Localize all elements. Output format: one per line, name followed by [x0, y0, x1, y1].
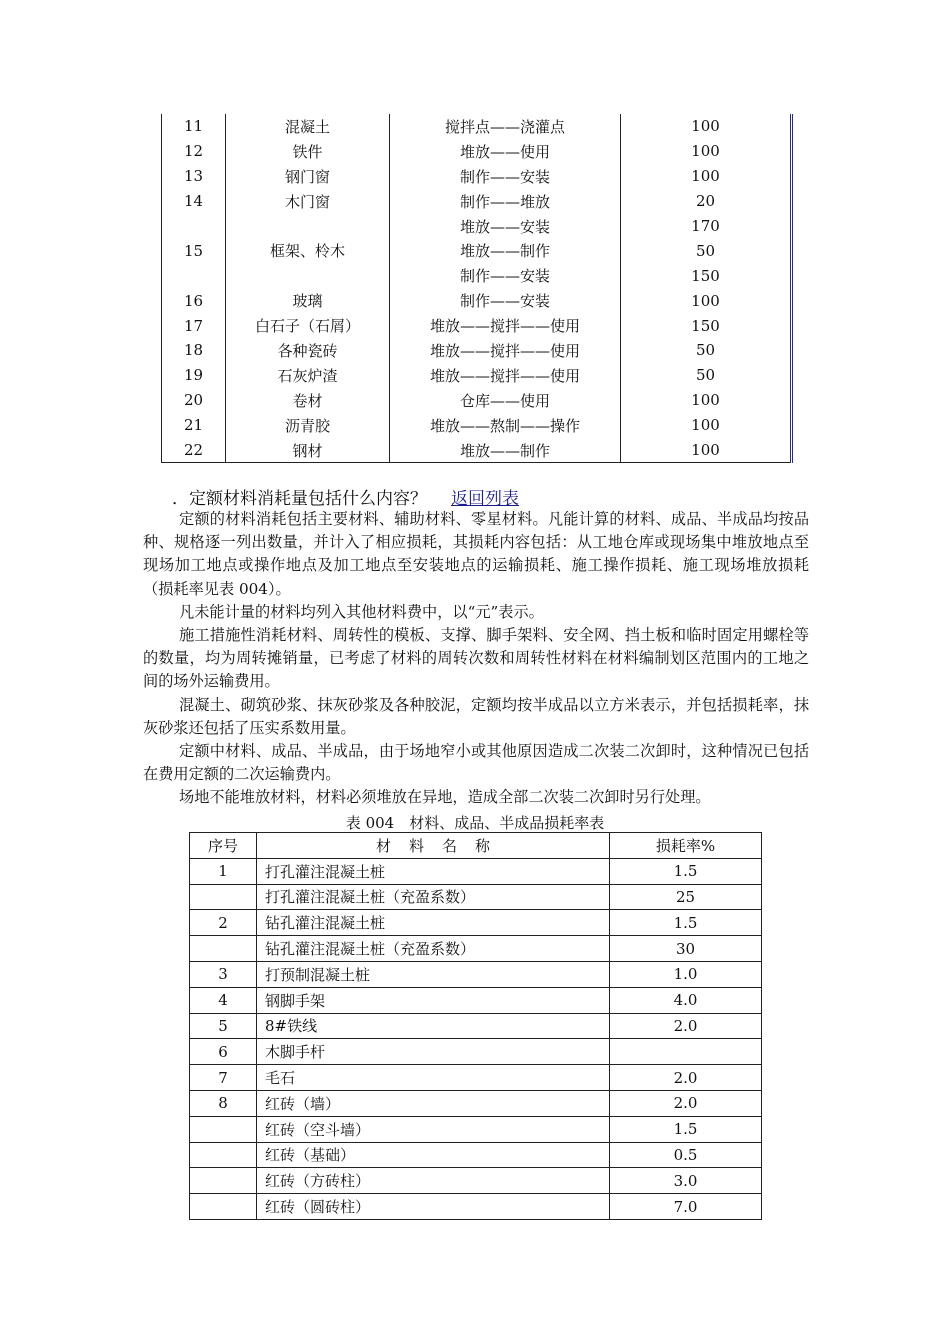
loss-rate: 2.0 — [610, 1090, 762, 1116]
transport-route: 堆放——制作 — [390, 238, 621, 263]
row-number — [190, 1168, 257, 1194]
material-name: 卷材 — [226, 388, 390, 413]
table-row — [190, 1065, 762, 1091]
table-row — [162, 288, 792, 313]
material-name: 钢材 — [226, 438, 390, 463]
table-row — [162, 189, 792, 214]
transport-distance: 100 — [621, 388, 792, 413]
material-name: 打预制混凝土桩 — [257, 961, 610, 987]
row-number: 20 — [162, 388, 226, 413]
question-text: ．定额材料消耗量包括什么内容？ — [172, 489, 427, 509]
row-number: 8 — [190, 1090, 257, 1116]
transport-route: 制作——安装 — [390, 164, 621, 189]
loss-rate: 2.0 — [610, 1013, 762, 1039]
table-row — [190, 1090, 762, 1116]
loss-rate: 1.5 — [610, 1116, 762, 1142]
article-body — [143, 508, 809, 810]
table-row — [190, 1194, 762, 1220]
transport-distance: 50 — [621, 238, 792, 263]
paragraph: 凡未能计量的材料均列入其他材料费中，以“元”表示。 — [179, 602, 544, 621]
table-row — [190, 1039, 762, 1065]
transport-distance: 50 — [621, 363, 792, 388]
transport-route: 搅拌点——浇灌点 — [390, 114, 621, 139]
material-name — [226, 214, 390, 239]
row-number: 11 — [162, 114, 226, 139]
table-row — [162, 338, 792, 363]
loss-rate: 3.0 — [610, 1168, 762, 1194]
transport-route: 制作——安装 — [390, 288, 621, 313]
material-name: 红砖（基础） — [257, 1142, 610, 1168]
row-number: 2 — [190, 910, 257, 936]
row-number — [190, 936, 257, 962]
material-name: 红砖（圆砖柱） — [257, 1194, 610, 1220]
transport-route: 堆放——熬制——操作 — [390, 413, 621, 438]
table-row — [162, 363, 792, 388]
transport-distance: 100 — [621, 438, 792, 463]
back-to-list-link[interactable]: 返回列表 — [451, 489, 519, 509]
transport-distance: 100 — [621, 288, 792, 313]
material-name: 钢门窗 — [226, 164, 390, 189]
transport-distance: 150 — [621, 263, 792, 288]
table-row — [162, 238, 792, 263]
transport-route: 仓库——使用 — [390, 388, 621, 413]
material-name: 铁件 — [226, 139, 390, 164]
table-row — [162, 139, 792, 164]
loss-rate-table — [189, 832, 762, 1220]
transport-distance: 20 — [621, 189, 792, 214]
loss-rate: 1.5 — [610, 858, 762, 884]
material-name: 石灰炉渣 — [226, 363, 390, 388]
row-number: 15 — [162, 238, 226, 263]
row-number — [190, 1194, 257, 1220]
material-name: 红砖（墙） — [257, 1090, 610, 1116]
material-name: 钢脚手架 — [257, 987, 610, 1013]
material-name: 玻璃 — [226, 288, 390, 313]
material-name: 红砖（方砖柱） — [257, 1168, 610, 1194]
transport-route: 堆放——搅拌——使用 — [390, 338, 621, 363]
row-number: 4 — [190, 987, 257, 1013]
row-number: 12 — [162, 139, 226, 164]
row-number: 3 — [190, 961, 257, 987]
row-number: 16 — [162, 288, 226, 313]
material-name: 8#铁线 — [257, 1013, 610, 1039]
material-name: 木脚手杆 — [257, 1039, 610, 1065]
material-name: 各种瓷砖 — [226, 338, 390, 363]
material-name: 钻孔灌注混凝土桩（充盈系数） — [257, 936, 610, 962]
loss-rate: 25 — [610, 884, 762, 910]
material-name: 打孔灌注混凝土桩（充盈系数） — [257, 884, 610, 910]
table-row — [162, 214, 792, 239]
row-number: 17 — [162, 313, 226, 338]
transport-route: 堆放——搅拌——使用 — [390, 363, 621, 388]
material-name: 木门窗 — [226, 189, 390, 214]
row-number — [162, 263, 226, 288]
table-row — [190, 858, 762, 884]
table-row — [190, 1142, 762, 1168]
row-number — [190, 884, 257, 910]
loss-rate: 0.5 — [610, 1142, 762, 1168]
table-row — [162, 438, 792, 463]
header-loss-rate: 损耗率% — [610, 833, 762, 859]
row-number: 22 — [162, 438, 226, 463]
row-number: 14 — [162, 189, 226, 214]
row-number: 13 — [162, 164, 226, 189]
paragraph: 定额的材料消耗包括主要材料、辅助材料、零星材料。凡能计算的材料、成品、半成品均按品种、规格逐一列出数量，并计入了相应损耗，其损耗内容包括：从工地仓库或现场集中堆放地点至现场加工地点或操作地点及加工地点至安装地点的运输损耗、施工操作损耗、施工现场堆放损耗（损耗率见表 004）。 — [143, 510, 809, 598]
row-number — [190, 1116, 257, 1142]
material-name: 沥青胶 — [226, 413, 390, 438]
material-name: 混凝土 — [226, 114, 390, 139]
material-name: 毛石 — [257, 1065, 610, 1091]
paragraph: 场地不能堆放材料，材料必须堆放在异地，造成全部二次装二次卸时另行处理。 — [179, 788, 711, 807]
table-row — [190, 987, 762, 1013]
table-row — [190, 936, 762, 962]
table-row — [190, 961, 762, 987]
transport-route: 制作——安装 — [390, 263, 621, 288]
transport-distance: 100 — [621, 164, 792, 189]
table-row — [190, 1168, 762, 1194]
table-header-row — [190, 833, 762, 859]
row-number — [190, 1142, 257, 1168]
loss-rate: 1.0 — [610, 961, 762, 987]
transport-distance: 100 — [621, 114, 792, 139]
table-row — [162, 164, 792, 189]
table-row — [162, 388, 792, 413]
transport-route: 制作——堆放 — [390, 189, 621, 214]
transport-distance: 100 — [621, 413, 792, 438]
material-name: 框架、柃木 — [226, 238, 390, 263]
table-row — [162, 263, 792, 288]
transport-distance: 100 — [621, 139, 792, 164]
header-material-name: 材料名称 — [257, 833, 610, 859]
loss-rate: 30 — [610, 936, 762, 962]
table-row — [190, 884, 762, 910]
loss-rate: 4.0 — [610, 987, 762, 1013]
row-number — [162, 214, 226, 239]
paragraph: 混凝土、砌筑砂浆、抹灰砂浆及各种胶泥，定额均按半成品以立方米表示，并包括损耗率，抹灰砂浆还包括了压实系数用量。 — [143, 695, 809, 737]
loss-rate: 7.0 — [610, 1194, 762, 1220]
row-number: 6 — [190, 1039, 257, 1065]
transport-distance: 170 — [621, 214, 792, 239]
row-number: 19 — [162, 363, 226, 388]
table-row — [162, 413, 792, 438]
transport-distance: 50 — [621, 338, 792, 363]
transport-distance-table — [161, 114, 793, 463]
table-row — [190, 1116, 762, 1142]
material-name — [226, 263, 390, 288]
loss-rate: 2.0 — [610, 1065, 762, 1091]
paragraph: 定额中材料、成品、半成品，由于场地窄小或其他原因造成二次装二次卸时，这种情况已包括在费用定额的二次运输费内。 — [143, 742, 809, 784]
transport-route: 堆放——制作 — [390, 438, 621, 463]
table-row — [162, 114, 792, 139]
material-name: 白石子（石屑） — [226, 313, 390, 338]
table-row — [190, 910, 762, 936]
row-number: 7 — [190, 1065, 257, 1091]
loss-rate: 1.5 — [610, 910, 762, 936]
header-number: 序号 — [190, 833, 257, 859]
paragraph: 施工措施性消耗材料、周转性的模板、支撑、脚手架料、安全网、挡土板和临时固定用螺栓等的数量，均为周转摊销量，已考虑了材料的周转次数和周转性材料在材料编制划区范围内的工地之间的场外运输费用。 — [143, 626, 809, 691]
loss-rate — [610, 1039, 762, 1065]
table-caption: 表 004 材料、成品、半成品损耗率表 — [345, 814, 605, 832]
row-number: 1 — [190, 858, 257, 884]
material-name: 钻孔灌注混凝土桩 — [257, 910, 610, 936]
row-number: 21 — [162, 413, 226, 438]
transport-route: 堆放——安装 — [390, 214, 621, 239]
table-row — [162, 313, 792, 338]
transport-distance: 150 — [621, 313, 792, 338]
transport-route: 堆放——使用 — [390, 139, 621, 164]
question-heading — [172, 484, 519, 509]
table-row — [190, 1013, 762, 1039]
row-number: 5 — [190, 1013, 257, 1039]
row-number: 18 — [162, 338, 226, 363]
material-name: 打孔灌注混凝土桩 — [257, 858, 610, 884]
transport-route: 堆放——搅拌——使用 — [390, 313, 621, 338]
material-name: 红砖（空斗墙） — [257, 1116, 610, 1142]
